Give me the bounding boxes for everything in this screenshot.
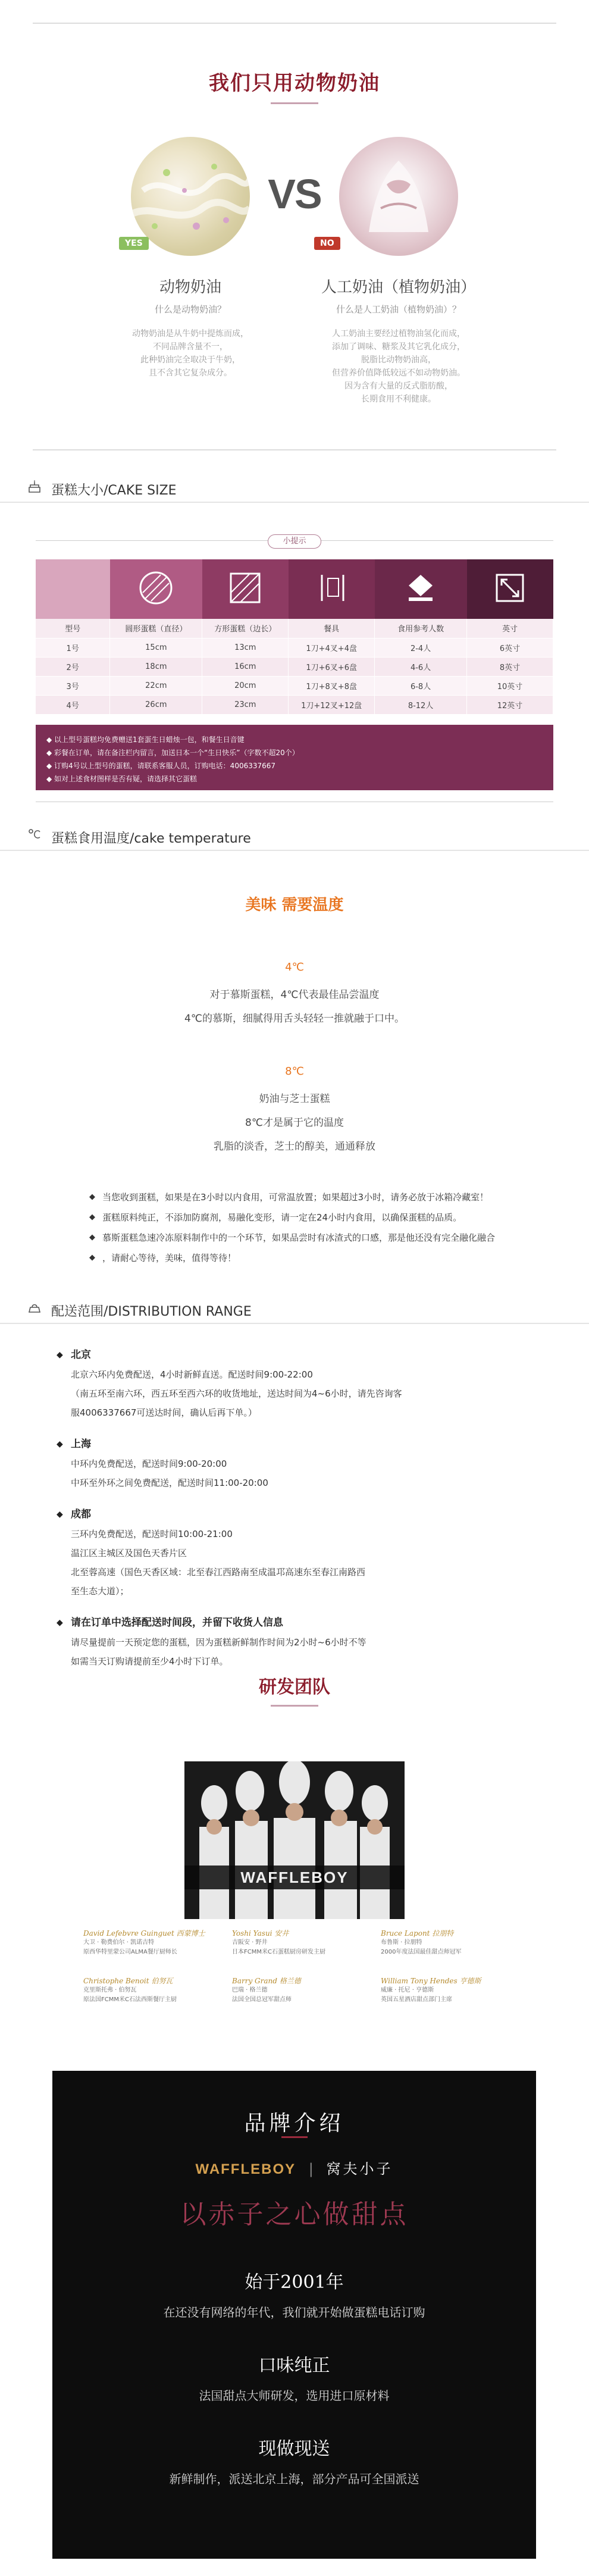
- chef-signature: David Lefebvre Guinguet 西蒙博士: [83, 1929, 205, 1938]
- city-shanghai: [57, 1434, 544, 1492]
- chef-signature: Barry Grand 格兰德: [232, 1977, 301, 1985]
- artificial-cream-name: 人工奶油（植物奶油）: [321, 278, 476, 296]
- table-cell: 13cm: [202, 638, 289, 657]
- title-underline: [271, 102, 318, 104]
- chef-card: [232, 1928, 363, 1957]
- table-cell: 8英寸: [467, 657, 553, 676]
- animal-cream-image: [131, 137, 250, 256]
- order-notice-line: 请尽量提前一天预定您的蛋糕，因为蛋糕新鲜制作时间为2小时~6小时不等: [71, 1637, 366, 1648]
- table-cell: 26cm: [110, 695, 202, 714]
- table-cell: 1刀+4叉+4盘: [289, 638, 375, 657]
- note-item: ◆ 以上型号蛋糕均免费赠送1套蛋生日蜡烛一包，和餐生日音键: [46, 733, 543, 746]
- chef-desc: 法国全国总冠军甜点师: [232, 1996, 292, 2003]
- distribution-header: [0, 1294, 589, 1324]
- brand-text: 法国甜点大师研发，选用进口原材料: [199, 2389, 390, 2403]
- logo-separator: |: [308, 2161, 314, 2177]
- order-notice: [57, 1613, 544, 1671]
- brand-heading: 现做现送: [258, 2439, 330, 2459]
- size-icon-cell: [36, 559, 110, 619]
- divider: [0, 850, 589, 851]
- cake-icon: [27, 479, 42, 494]
- team-title: 研发团队: [259, 1677, 330, 1698]
- brand-slogan: 以赤子之心做甜点: [180, 2199, 409, 2230]
- size-notes: [36, 725, 553, 790]
- chef-name: 威廉 · 托尼 · 亨德斯: [381, 1987, 434, 1993]
- chef-card: [381, 1928, 512, 1957]
- brand-title: 品牌介绍: [244, 2111, 344, 2136]
- city-name: ◆ 成都: [57, 1504, 544, 1525]
- round-cake-icon: [138, 570, 174, 606]
- chef-name: 巴瑞 · 格兰德: [232, 1987, 268, 1993]
- chef-desc: 原西华特里蒙公司ALMA餐厅厨师长: [83, 1949, 177, 1955]
- city-line: （南五环至南六环，西五环至西六环的收货地址，送达时间为4~6小时，请先咨询客: [71, 1388, 402, 1399]
- col-header: 型号: [36, 619, 110, 638]
- brand-text: 新鲜制作，派送北京上海，部分产品可全国派送: [169, 2472, 419, 2486]
- cream-comparison-section: [0, 0, 589, 452]
- temperature-heading: 美味 需要温度: [245, 896, 344, 914]
- chef-signature: Yoshi Yasui 安井: [232, 1929, 289, 1938]
- temperature-title: 蛋糕食用温度/cake temperature: [51, 831, 251, 846]
- brand-text: 在还没有网络的年代，我们就开始做蛋糕电话订购: [163, 2305, 425, 2320]
- artificial-cream-line: 人工奶油主要经过植物油氢化而成，: [332, 329, 465, 339]
- vs-label: VS: [268, 171, 321, 217]
- cutlery-icon-cell: [289, 559, 375, 619]
- chef-name: 吉阪安 · 野井: [232, 1939, 268, 1946]
- chef-name: 大卫 · 勒费伯尔 · 凯诺吉特: [83, 1939, 155, 1946]
- artificial-cream-image: [339, 137, 458, 256]
- city-line: 中环至外环之间免费配送，配送时间11:00-20:00: [71, 1478, 268, 1488]
- table-cell: 4-6人: [375, 657, 467, 676]
- table-cell: 1刀+6叉+6盘: [289, 657, 375, 676]
- brand-logo-cn: 窝夫小子: [326, 2161, 393, 2177]
- table-cell: 10英寸: [467, 676, 553, 695]
- chef-name: 布鲁斯 · 拉朋特: [381, 1939, 422, 1946]
- inch-icon-cell: [467, 559, 553, 619]
- col-header: 食用参考人数: [375, 619, 467, 638]
- chef-signature: Bruce Lapont 拉朋特: [381, 1929, 454, 1938]
- chef-desc: 原法国FCMM米C石法西斯餐厅主厨: [83, 1996, 177, 2003]
- table-cell: 1号: [36, 638, 110, 657]
- cutlery-icon: [314, 570, 349, 606]
- chef-name: 克里斯托弗 · 伯努瓦: [83, 1987, 137, 1993]
- table-cell: 12英寸: [467, 695, 553, 714]
- chef-card: [83, 1976, 214, 2005]
- table-cell: 3号: [36, 676, 110, 695]
- square-cake-icon-cell: [202, 559, 289, 619]
- divider: [33, 23, 556, 24]
- inch-icon: [492, 570, 528, 606]
- temperature-line: 奶油与芝士蛋糕: [259, 1093, 330, 1105]
- chef-desc: 2000年度法国最佳甜点师冠军: [381, 1949, 462, 1955]
- table-cell: 6英寸: [467, 638, 553, 657]
- note-item: ◆ 订购4号以上型号的蛋糕，请联系客服人员，订购电话：4006337667: [46, 759, 543, 772]
- table-cell: 2号: [36, 657, 110, 676]
- brand-heading: 始于2001年: [245, 2272, 344, 2293]
- delivery-icon: [27, 1300, 42, 1316]
- city-name: ◆ 上海: [57, 1434, 544, 1454]
- animal-cream-line: 且不含其它复杂成分。: [149, 368, 232, 378]
- col-header: 英寸: [467, 619, 553, 638]
- round-cake-icon-cell: [110, 559, 202, 619]
- distribution-list: [57, 1345, 544, 1683]
- chef-card: [232, 1976, 363, 2005]
- table-cell: 6-8人: [375, 676, 467, 695]
- city-name: ◆ 北京: [57, 1345, 544, 1365]
- storage-note: ◆ ，请耐心等待，美味，值得等待！: [89, 1248, 553, 1268]
- table-cell: 4号: [36, 695, 110, 714]
- temperature-value: 8℃: [285, 1065, 304, 1078]
- divider: [0, 502, 589, 503]
- col-header: 餐具: [289, 619, 375, 638]
- table-cell: 8-12人: [375, 695, 467, 714]
- brand-logo: [52, 2157, 536, 2178]
- col-header: 方形蛋糕（边长）: [202, 619, 289, 638]
- distribution-title: 配送范围/DISTRIBUTION RANGE: [51, 1304, 252, 1319]
- artificial-cream-line: 脱脂比动物奶油高，: [361, 355, 436, 365]
- table-row: [36, 695, 553, 714]
- animal-cream-name: 动物奶油: [159, 278, 221, 296]
- animal-cream-column: [95, 275, 286, 380]
- cream-title: 我们只用动物奶油: [209, 71, 380, 95]
- city-line: 北至蓉高速（国色天香区域：北至春江西路南至成温邛高速东至春江南路西: [71, 1567, 366, 1577]
- table-cell: 15cm: [110, 638, 202, 657]
- animal-cream-line: 不同品牌含量不一，: [153, 342, 228, 352]
- artificial-cream-line: 长期食用不利健康。: [361, 395, 436, 404]
- brand-logo-en: WAFFLEBOY: [195, 2161, 296, 2177]
- city-line: 温江区主城区及国色天香片区: [71, 1548, 187, 1558]
- temperature-line: 8℃才是属于它的温度: [245, 1117, 344, 1129]
- animal-cream-line: 动物奶油是从牛奶中提炼而成，: [132, 329, 249, 339]
- brand-heading: 口味纯正: [258, 2355, 330, 2376]
- brand-section: [52, 2071, 536, 2559]
- table-cell: 16cm: [202, 657, 289, 676]
- storage-note: ◆ 慕斯蛋糕急速冷冻原料制作中的一个环节，如果品尝时有冰渣式的口感，那是他还没有完全融化融合: [89, 1228, 553, 1248]
- yes-tag: YES: [119, 237, 149, 250]
- order-notice-line: 如需当天订购请提前至少4小时下订单。: [71, 1656, 228, 1667]
- note-item: ◆ 如对上述食材图样是否有疑，请选择其它蛋糕: [46, 772, 543, 785]
- artificial-cream-column: [303, 275, 494, 406]
- city-chengdu: [57, 1504, 544, 1601]
- table-cell: 20cm: [202, 676, 289, 695]
- thermometer-icon: [27, 827, 42, 843]
- note-item: ◆ 彩餐在订单，请在备注栏内留言，加送日本一个“生日快乐”（字数不超20个）: [46, 746, 543, 759]
- col-header: 圆形蛋糕（直径）: [110, 619, 202, 638]
- order-notice-title: ◆ 请在订单中选择配送时间段，并留下收货人信息: [57, 1613, 544, 1633]
- table-cell: 23cm: [202, 695, 289, 714]
- chef-card: [381, 1976, 512, 2005]
- city-line: 中环内免费配送，配送时间9:00-20:00: [71, 1458, 227, 1469]
- table-row: [36, 638, 553, 657]
- city-line: 至生态大道）；: [71, 1586, 129, 1597]
- storage-notes: [89, 1187, 553, 1268]
- tip-badge: 小提示: [268, 534, 321, 549]
- cake-size-table: [36, 559, 553, 714]
- divider: [33, 449, 556, 450]
- square-cake-icon: [227, 570, 263, 606]
- chef-desc: 日本FCMM米C石蛋糕厨房研发主厨: [232, 1949, 325, 1955]
- artificial-cream-line: 但营养价值降低较远不如动物奶油。: [332, 368, 465, 378]
- city-beijing: [57, 1345, 544, 1422]
- city-line: 服4006337667可送达时间，确认后再下单。）: [71, 1407, 257, 1418]
- table-cell: 1刀+12叉+12盘: [289, 695, 375, 714]
- artificial-cream-line: 因为含有大量的反式脂肪酸，: [344, 381, 453, 391]
- temperature-block-8c: [0, 1065, 589, 1159]
- title-underline: [281, 2136, 308, 2138]
- artificial-cream-question: 什么是人工奶油（植物奶油）？: [336, 304, 461, 315]
- city-line: 北京六环内免费配送，4小时新鲜直送。配送时间9:00-22:00: [71, 1369, 313, 1380]
- chef-desc: 英国五星酒店甜点部门主席: [381, 1996, 452, 2003]
- cake-size-title: 蛋糕大小/CAKE SIZE: [51, 483, 177, 498]
- table-cell: 18cm: [110, 657, 202, 676]
- team-photo-logo: WAFFLEBOY: [240, 1868, 349, 1886]
- table-row: [36, 676, 553, 695]
- no-tag: NO: [314, 237, 340, 250]
- temperature-value: 4℃: [285, 961, 304, 974]
- storage-note: ◆ 当您收到蛋糕，如果是在3小时以内食用，可常温放置；如果超过3小时，请务必放于冰箱冷藏室！: [89, 1187, 553, 1207]
- divider: [0, 1323, 589, 1324]
- chef-signature: Christophe Benoit 伯努瓦: [83, 1977, 173, 1985]
- table-row: [36, 657, 553, 676]
- chef-signature: William Tony Hendes 亨德斯: [381, 1977, 481, 1985]
- table-cell: 1刀+8叉+8盘: [289, 676, 375, 695]
- temperature-line: 乳脂的淡香，芝士的醇美，通通释放: [214, 1141, 375, 1153]
- temperature-header: [0, 821, 589, 851]
- animal-cream-question: 什么是动物奶油？: [154, 304, 226, 315]
- cake-size-header: [0, 473, 589, 503]
- table-cell: 2-4人: [375, 638, 467, 657]
- storage-note: ◆ 蛋糕原料纯正，不添加防腐剂，易融化变形，请一定在24小时内食用，以确保蛋糕的品质。: [89, 1207, 553, 1228]
- team-photo: [184, 1761, 405, 1919]
- animal-cream-line: 此种奶油完全取决于牛奶，: [140, 355, 240, 365]
- artificial-cream-line: 添加了调味、糖浆及其它乳化成分，: [332, 342, 465, 352]
- people-icon-cell: [375, 559, 467, 619]
- table-cell: 22cm: [110, 676, 202, 695]
- chef-card: [83, 1928, 214, 1957]
- people-icon: [403, 570, 438, 606]
- temperature-line: 4℃的慕斯，细腻得用舌头轻轻一推就融于口中。: [184, 1013, 405, 1025]
- city-line: 三环内免费配送，配送时间10:00-21:00: [71, 1529, 233, 1539]
- temperature-block-4c: [0, 961, 589, 1031]
- title-underline: [271, 1705, 318, 1707]
- temperature-line: 对于慕斯蛋糕，4℃代表最佳品尝温度: [209, 989, 380, 1001]
